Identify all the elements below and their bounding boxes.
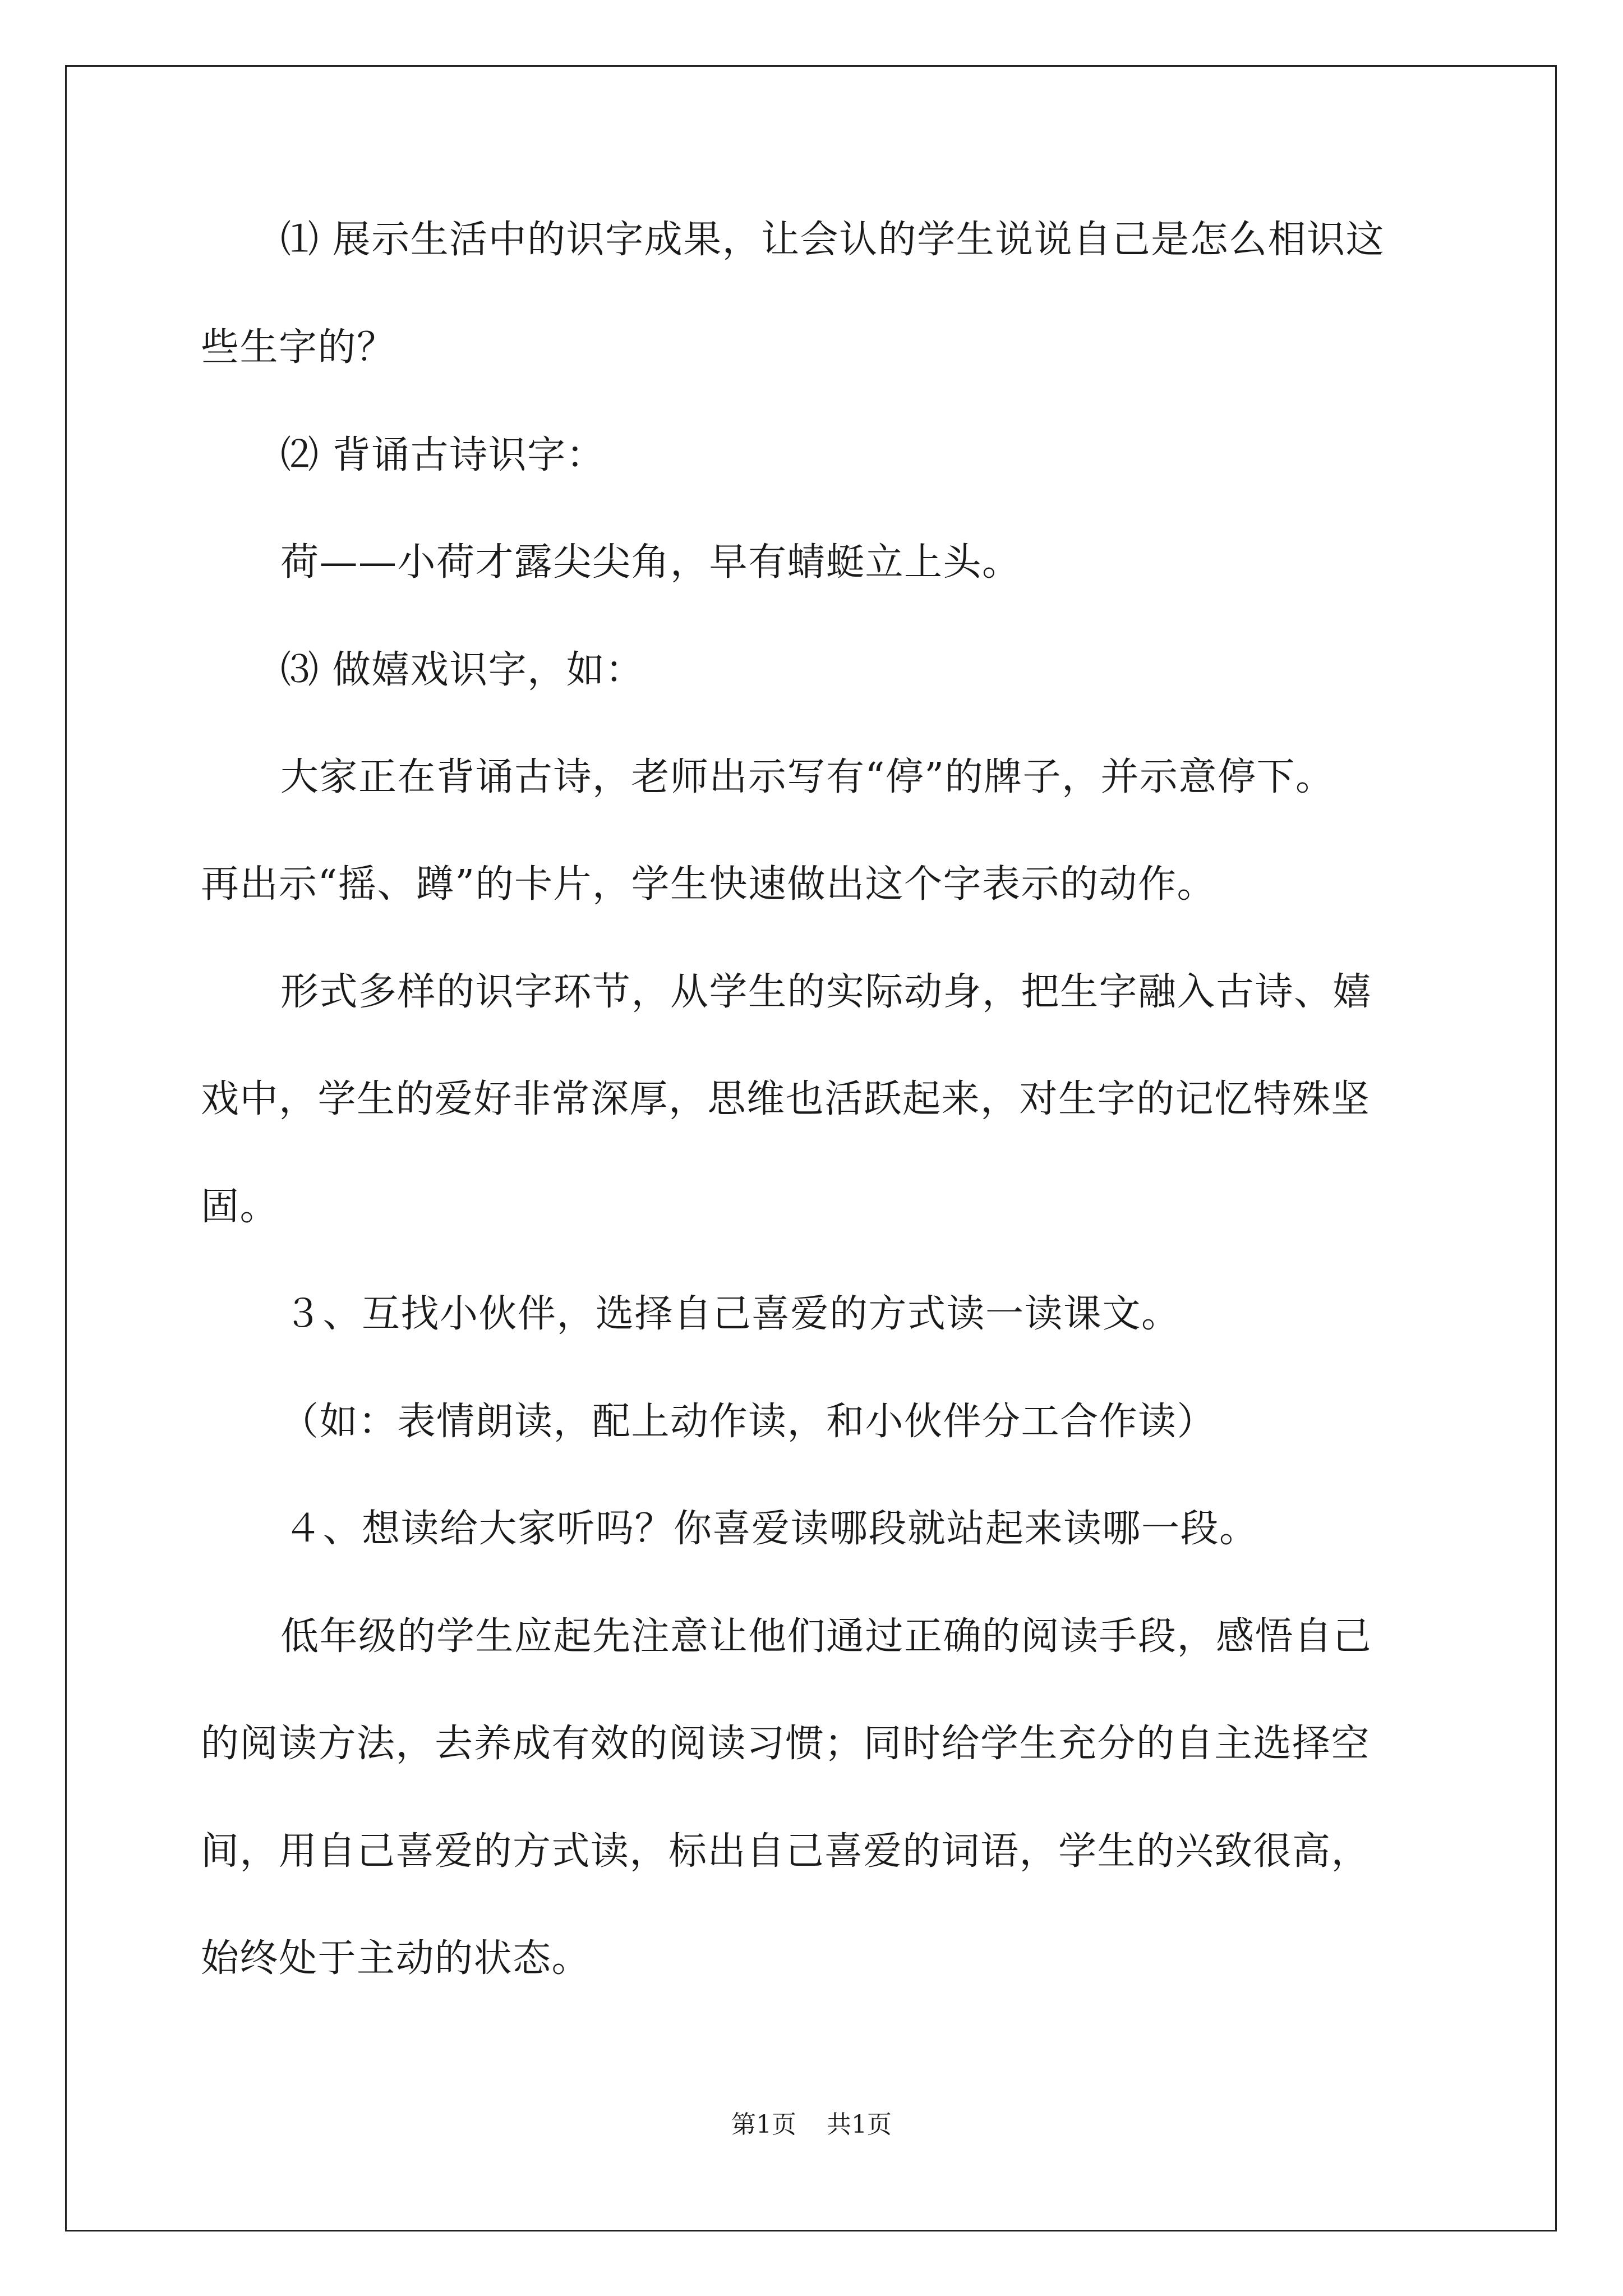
paragraph-5-line-2: 再出示“摇、蹲”的卡片，学生快速做出这个字表示的动作。 <box>201 862 1216 907</box>
paragraph-10-line-1: 低年级的学生应起先注意让他们通过正确的阅读手段，感悟自己 <box>280 1614 1372 1659</box>
paragraph-2: ⑵ 背诵古诗识字： <box>280 433 606 477</box>
paragraph-1-line-2: 些生字的？ <box>201 325 396 370</box>
page-border <box>65 65 1557 2231</box>
paragraph-10-line-2: 的阅读方法，去养成有效的阅读习惯；同时给学生充分的自主选择空 <box>201 1722 1371 1766</box>
paragraph-6-line-3: 固。 <box>201 1185 279 1229</box>
page-total: 共1页 <box>827 2110 892 2139</box>
paragraph-6-line-1: 形式多样的识字环节，从学生的实际动身，把生字融入古诗、嬉 <box>280 970 1372 1014</box>
paragraph-3: 荷——小荷才露尖尖角，早有蜻蜓立上头。 <box>280 540 1021 585</box>
paragraph-10-line-3: 间，用自己喜爱的方式读，标出自己喜爱的词语，学生的兴致很高， <box>201 1829 1371 1874</box>
paragraph-4: ⑶ 做嬉戏识字，如： <box>280 648 644 692</box>
paragraph-10-line-4: 始终处于主动的状态。 <box>201 1936 591 1981</box>
page-number: 第1页 <box>731 2110 796 2139</box>
paragraph-1-line-1: ⑴ 展示生活中的识字成果，让会认的学生说说自己是怎么相识这 <box>280 218 1385 262</box>
paragraph-6-line-2: 戏中，学生的爱好非常深厚，思维也活跃起来，对生字的记忆特殊坚 <box>201 1077 1371 1121</box>
page-footer <box>0 2108 1623 2142</box>
paragraph-9: ４、想读给大家听吗？你喜爱读哪段就站起来读哪一段。 <box>284 1507 1258 1551</box>
paragraph-5-line-1: 大家正在背诵古诗，老师出示写有“停”的牌子，并示意停下。 <box>280 755 1335 799</box>
paragraph-8: （如：表情朗读，配上动作读，和小伙伴分工合作读） <box>280 1400 1216 1444</box>
paragraph-7: ３、互找小伙伴，选择自己喜爱的方式读一读课文。 <box>284 1292 1181 1336</box>
